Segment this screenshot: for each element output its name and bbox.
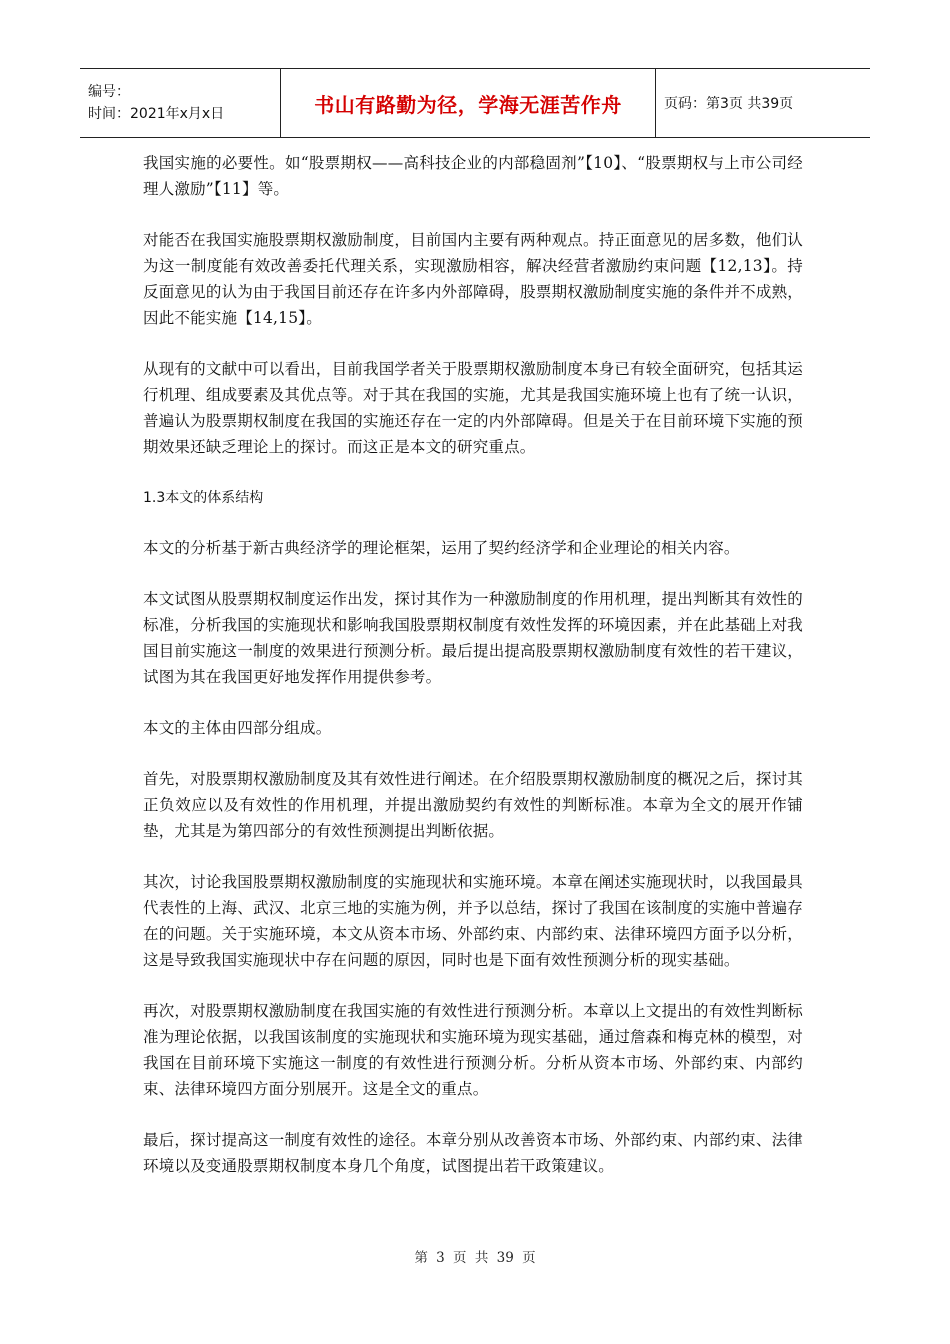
document-body	[143, 150, 803, 1204]
section-paragraph: 再次，对股票期权激励制度在我国实施的有效性进行预测分析。本章以上文提出的有效性判断标准为理论依据，以我国该制度的实施现状和实施环境为现实基础，通过詹森和梅克林的模型，对我国在目前环境下实施这一制度的有效性进行预测分析。分析从资本市场、外部约束、内部约束、法律环境四方面分别展开。这是全文的重点。	[143, 1002, 803, 1098]
body-paragraph: 对能否在我国实施股票期权激励制度，目前国内主要有两种观点。持正面意见的居多数，他们认为这一制度能有效改善委托代理关系，实现激励相容，解决经营者激励约束问题【12,13】。持反面意见的认为由于我国目前还存在许多内外部障碍，股票期权激励制度实施的条件并不成熟，因此不能实施【14,15】。	[143, 231, 803, 327]
section-paragraph: 本文的分析基于新古典经济学的理论框架，运用了契约经济学和企业理论的相关内容。	[143, 539, 740, 557]
section-paragraph: 最后，探讨提高这一制度有效性的途径。本章分别从改善资本市场、外部约束、内部约束、法律环境以及变通股票期权制度本身几个角度，试图提出若干政策建议。	[143, 1131, 803, 1175]
header-motto: 书山有路勤为径，学海无涯苦作舟	[281, 69, 656, 137]
section-paragraph: 首先，对股票期权激励制度及其有效性进行阐述。在介绍股票期权激励制度的概况之后，探讨其正负效应以及有效性的作用机理，并提出激励契约有效性的判断标准。本章为全文的展开作铺垫，尤其是为第四部分的有效性预测提出判断依据。	[143, 770, 803, 840]
section-paragraph: 其次，讨论我国股票期权激励制度的实施现状和实施环境。本章在阐述实施现状时，以我国最具代表性的上海、武汉、北京三地的实施为例，并予以总结，探讨了我国在该制度的实施中普遍存在的问题。关于实施环境，本文从资本市场、外部约束、内部约束、法律环境四方面予以分析，这是导致我国实施现状中存在问题的原因，同时也是下面有效性预测分析的现实基础。	[143, 873, 803, 969]
section-paragraph: 本文的主体由四部分组成。	[143, 719, 332, 737]
header-page-number: 页码：第3页 共39页	[664, 96, 794, 112]
body-paragraph: 我国实施的必要性。如“股票期权——高科技企业的内部稳固剂”【10】、“股票期权与上市公司经理人激励”【11】等。	[143, 154, 803, 198]
body-paragraph: 从现有的文献中可以看出，目前我国学者关于股票期权激励制度本身已有较全面研究，包括其运行机理、组成要素及其优点等。对于其在我国的实施，尤其是我国实施环境上也有了统一认识，普遍认为股票期权制度在我国的实施还存在一定的内外部障碍。但是关于在目前环境下实施的预期效果还缺乏理论上的探讨。而这正是本文的研究重点。	[143, 360, 803, 456]
page-footer: 第 3 页 共 39 页	[414, 1250, 536, 1266]
document-number-label: 编号：	[88, 84, 130, 100]
section-heading: 1.3本文的体系结构	[143, 490, 264, 506]
page-header	[80, 68, 870, 138]
section-paragraph: 本文试图从股票期权制度运作出发，探讨其作为一种激励制度的作用机理，提出判断其有效性的标准，分析我国的实施现状和影响我国股票期权制度有效性发挥的环境因素，并在此基础上对我国目前实施这一制度的效果进行预测分析。最后提出提高股票期权激励制度有效性的若干建议，试图为其在我国更好地发挥作用提供参考。	[143, 590, 803, 686]
document-date: 时间：2021年x月x日	[88, 106, 225, 122]
header-meta	[80, 69, 281, 137]
